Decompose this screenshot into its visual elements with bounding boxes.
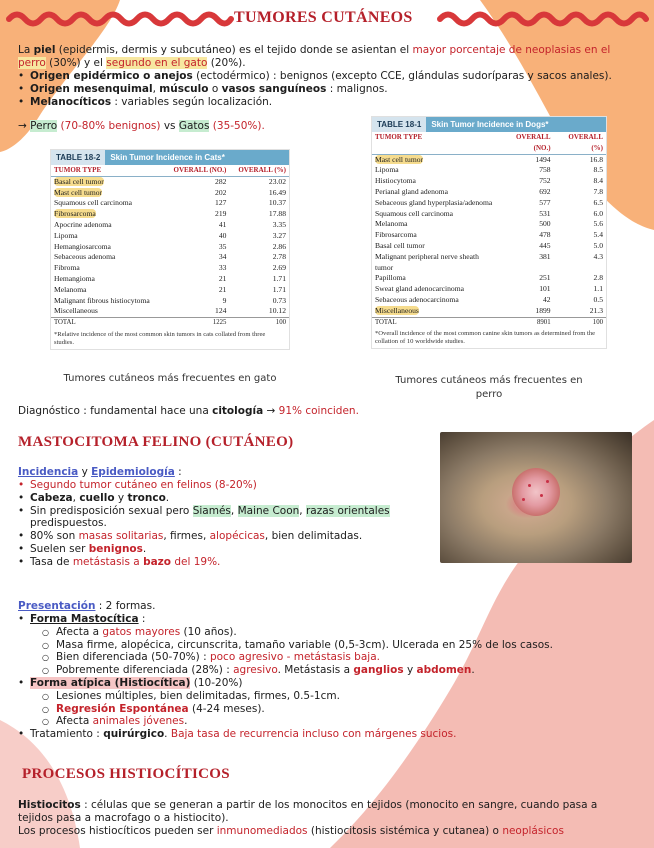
list-item: ○ Pobremente diferenciada (28%) : agresivo. Metástasis a ganglios y abdomen.: [30, 664, 638, 677]
table-row: Fibrosarcoma 219 17.88: [54, 209, 286, 219]
list-item: ○ Regresión Espontánea (4-24 meses).: [30, 703, 638, 716]
table-title: Skin Tumor Incidence in Dogs*: [431, 120, 549, 129]
table-row: Perianal gland adenoma 692 7.8: [375, 186, 603, 196]
dogs-data-table: TUMOR TYPE OVERALL (NO.) OVERALL (%) Mast cell tumor 1494 16.8 Lipoma 758 8.5 Histiocytoma 752 8.4 Perianal gland adenoma 692 7.8 Sebaceous gland hyperplasia/adenoma 577 6.5 Squamous cell carcinoma 531 6.0 Melanoma 500 5.6 Fibrosarcoma 478 5.4 Basal cell tumor 445 5.0 Malignant peripheral nerve sheath tumor 381 4.3 Papilloma 251 2.8 Sweat gland adenocarcinoma 101 1.1 Sebaceous adenocarcinoma 42 0.5 Miscellaneous 1899 21.3 TOTAL 8901 100: [372, 132, 606, 328]
table-total-row: TOTAL 1225 100: [51, 318, 289, 329]
procesos-paragraph: Los procesos histiocíticos pueden ser inmunomediados (histiocitosis sistémica y cutanea) o neoplásicos: [18, 825, 564, 837]
table-dogs-header: [372, 117, 606, 132]
cats-table-body: [51, 176, 289, 317]
histiociticos-heading: PROCESOS HISTIOCÍTICOS: [22, 766, 230, 782]
caption-cats: Tumores cutáneos más frecuentes en gato: [63, 373, 277, 384]
wavy-decoration-right: [436, 8, 651, 30]
table-row: Melanoma 21 1.71: [54, 284, 286, 294]
table-row: Squamous cell carcinoma 531 6.0: [375, 208, 603, 218]
lesion-dot: [540, 494, 543, 497]
table-row: Basal cell tumor 282 23.02: [54, 176, 286, 186]
forma-atipica-list: [30, 690, 638, 728]
list-item: ○ Afecta a gatos mayores (10 años).: [30, 626, 638, 639]
table-footnote: *Relative incidence of the most common skin tumors in cats collated from three studies.: [54, 330, 266, 346]
diagnostico-line: Diagnóstico : fundamental hace una citología → 91% coinciden.: [18, 405, 359, 417]
presentacion-label: Presentación : 2 formas.: [18, 600, 156, 612]
table-total-row: TOTAL 8901 100: [372, 317, 606, 328]
table-dogs: [371, 116, 607, 349]
table-tag: TABLE 18-2: [51, 150, 105, 165]
list-item: ○ Lesiones múltiples, bien delimitadas, firmes, 0.5-1cm.: [30, 690, 638, 703]
table-row: Lipoma 40 3.27: [54, 230, 286, 240]
intro-paragraph: La piel (epidermis, dermis y subcutáneo) es el tejido donde se asientan el mayor porcentaje de neoplasias en el perro (30%) y el segundo en el gato (20%).: [18, 44, 611, 69]
list-item: • Segundo tumor cutáneo en felinos (8-20%): [18, 479, 438, 492]
lesion-dot: [528, 484, 531, 487]
mastocitoma-heading: MASTOCITOMA FELINO (CUTÁNEO): [18, 434, 294, 450]
cats-data-table: TUMOR TYPE OVERALL (NO.) OVERALL (%) Basal cell tumor 282 23.02 Mast cell tumor 202 16.49 Squamous cell carcinoma 127 10.37 Fibrosarcoma 219 17.88 Apocrine adenoma 41 3.35 Lipoma 40 3.27 Hemangiosarcoma 35 2.86 Sebaceous adenoma 34 2.78 Fibroma 33 2.69 Hemangioma 21 1.71 Melanoma 21 1.71 Malignant fibrous histiocytoma 9 0.73 Miscellaneous 124 10.12 TOTAL 1225 100: [51, 165, 289, 329]
table-row: Sebaceous adenoma 34 2.78: [54, 252, 286, 262]
lesion-dot: [546, 480, 549, 483]
list-item: ○ Afecta animales jóvenes.: [30, 715, 638, 728]
incidencia-list: [18, 479, 438, 569]
table-title: Skin Tumor Incidence in Cats*: [110, 153, 225, 162]
table-row: Sebaceous adenocarcinoma 42 0.5: [375, 294, 603, 304]
table-cats-header: [51, 150, 289, 165]
presentacion-list: [18, 613, 638, 741]
lesion-area: [512, 468, 560, 516]
forma-mastocitica-list: [30, 626, 638, 677]
wavy-decoration-left: [5, 8, 235, 30]
table-footnote: *Overall incidence of the most common canine skin tumors as determined from the collation of 10 worldwide studies.: [375, 330, 596, 346]
table-row: Sweat gland adenocarcinoma 101 1.1: [375, 284, 603, 294]
table-cats: [50, 149, 290, 350]
table-row: Melanoma 500 5.6: [375, 219, 603, 229]
dogs-table-body: [372, 154, 606, 317]
lesion-dot: [522, 498, 525, 501]
incidencia-label: Incidencia y Epidemiología :: [18, 466, 182, 478]
table-row: Basal cell tumor 445 5.0: [375, 240, 603, 250]
table-row: Fibroma 33 2.69: [54, 263, 286, 273]
table-row: Hemangiosarcoma 35 2.86: [54, 241, 286, 251]
list-item: • Tratamiento : quirúrgico. Baja tasa de recurrencia incluso con márgenes sucios.: [18, 728, 638, 741]
comparison-line: → Perro (70-80% benignos) vs Gatos (35-50%).: [18, 120, 265, 133]
table-row: Apocrine adenoma 41 3.35: [54, 219, 286, 229]
table-row: Miscellaneous 124 10.12: [54, 306, 286, 316]
table-tag: TABLE 18-1: [372, 117, 426, 132]
table-row: Lipoma 758 8.5: [375, 165, 603, 175]
origin-list: [18, 70, 628, 108]
table-row: Histiocytoma 752 8.4: [375, 176, 603, 186]
presentacion-section: [18, 600, 638, 741]
list-item: ○ Bien diferenciada (50-70%) : poco agresivo - metástasis baja.: [30, 651, 638, 664]
table-row: Papilloma 251 2.8: [375, 273, 603, 283]
table-row: Malignant fibrous histiocytoma 9 0.73: [54, 295, 286, 305]
list-item: ○ Masa firme, alopécica, circunscrita, tamaño variable (0,5-3cm). Ulcerada en 25% de los casos.: [30, 639, 638, 652]
histiociticos-section: [18, 799, 628, 838]
histiocitos-paragraph: Histiocitos : células que se generan a partir de los monocitos en tejidos (monocito en sangre, cuando pasa a tejidos pasa a macrofago o a histiocito).: [18, 799, 598, 824]
list-item: • Origen mesenquimal, músculo o vasos sanguíneos : malignos.: [18, 83, 628, 96]
table-row: Miscellaneous 1899 21.3: [375, 305, 603, 315]
list-item: • Forma atípica (Histiocítica) (10-20%) ○ Lesiones múltiples, bien delimitadas, firmes, 0.5-1cm. ○ Regresión Espontánea (4-24 meses). ○ Afecta animales jóvenes.: [18, 677, 638, 728]
list-item: • Sin predisposición sexual pero Siamés, Maine Coon, razas orientales predispuestos.: [18, 505, 438, 531]
page-title: TUMORES CUTÁNEOS: [234, 9, 413, 26]
table-row: Hemangioma 21 1.71: [54, 273, 286, 283]
list-item: • Suelen ser benignos.: [18, 543, 438, 556]
table-row: Mast cell tumor 1494 16.8: [375, 154, 603, 164]
list-item: • Melanocíticos : variables según localización.: [18, 96, 628, 109]
table-row: Fibrosarcoma 478 5.4: [375, 230, 603, 240]
list-item: • Origen epidérmico o anejos (ectodérmico) : benignos (excepto CCE, glándulas sudoríparas y sacos anales).: [18, 70, 628, 83]
list-item: • Forma Mastocítica : ○ Afecta a gatos mayores (10 años). ○ Masa firme, alopécica, circunscrita, tamaño variable (0,5-3cm). Ulcerada en 25% de los casos. ○ Bien diferenciada (50-70%) : poco agresivo - metástasis baja. ○ Pobremente diferenciada (28%) : agresivo. Metástasis a ganglios y abdomen.: [18, 613, 638, 677]
lesion-photo: [440, 432, 632, 563]
table-row: Mast cell tumor 202 16.49: [54, 187, 286, 197]
list-item: • Tasa de metástasis a bazo del 19%.: [18, 556, 438, 569]
table-row: Malignant peripheral nerve sheath tumor 381 4.3: [375, 251, 603, 272]
caption-dogs: Tumores cutáneos más frecuentes en perro: [395, 375, 583, 400]
table-row: Sebaceous gland hyperplasia/adenoma 577 6.5: [375, 197, 603, 207]
table-row: Squamous cell carcinoma 127 10.37: [54, 198, 286, 208]
list-item: • Cabeza, cuello y tronco.: [18, 492, 438, 505]
incidencia-section: [18, 466, 438, 569]
list-item: • 80% son masas solitarias, firmes, alopécicas, bien delimitadas.: [18, 530, 438, 543]
